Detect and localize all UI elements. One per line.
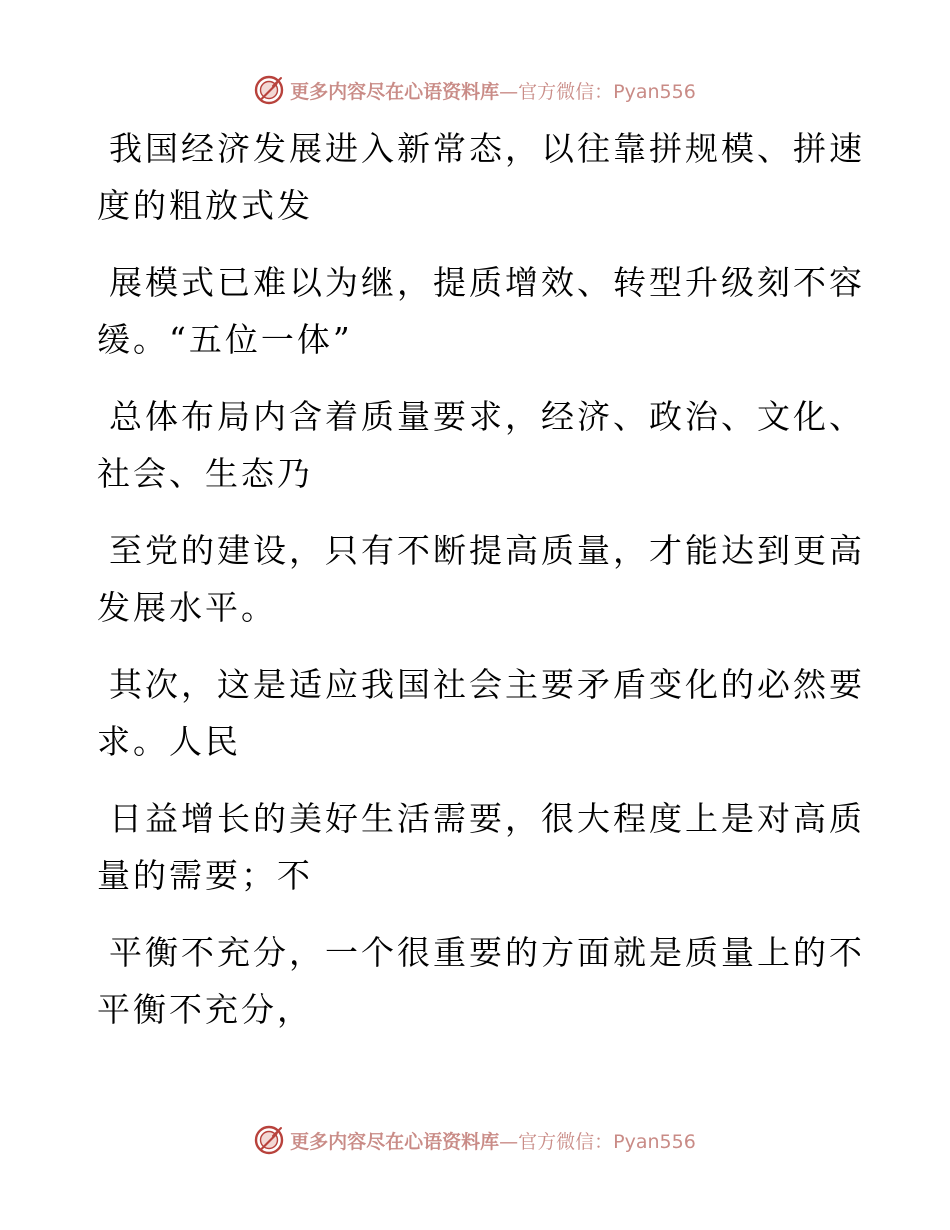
header-banner-inner (254, 75, 696, 105)
quill-logo-icon (254, 1125, 284, 1155)
paragraph-line: 至党的建设，只有不断提高质量，才能达到更高 (109, 531, 865, 570)
footer-banner-dash: — (499, 1130, 519, 1153)
paragraph (97, 254, 865, 368)
paragraph-line: 发展水平。 (97, 588, 277, 627)
paragraph (97, 388, 865, 502)
paragraph (97, 522, 865, 636)
quill-logo-icon (254, 75, 284, 105)
header-banner (0, 72, 950, 108)
paragraph (97, 790, 865, 904)
footer-banner-inner (254, 1125, 696, 1155)
paragraph-line: 日益增长的美好生活需要，很大程度上是对高质 (109, 799, 865, 838)
footer-banner-text (290, 1127, 696, 1154)
paragraph-line: 其次，这是适应我国社会主要矛盾变化的必然要 (109, 665, 865, 704)
document-body (97, 120, 865, 1058)
paragraph-line: 求。人民 (97, 722, 241, 761)
footer-banner-main: 更多内容尽在心语资料库 (290, 1130, 500, 1153)
paragraph-line: 我国经济发展进入新常态，以往靠拼规模、拼速 (109, 129, 865, 168)
paragraph-line: 展模式已难以为继，提质增效、转型升级刻不容 (109, 263, 865, 302)
header-banner-suffix: 官方微信：Pyan556 (518, 80, 696, 103)
paragraph-line: 缓。“五位一体” (97, 320, 353, 359)
paragraph-line: 量的需要；不 (97, 856, 313, 895)
paragraph (97, 120, 865, 234)
footer-banner-suffix: 官方微信：Pyan556 (518, 1130, 696, 1153)
paragraph-line: 平衡不充分，一个很重要的方面就是质量上的不 (109, 933, 865, 972)
header-banner-dash: — (499, 80, 519, 103)
header-banner-main: 更多内容尽在心语资料库 (290, 80, 500, 103)
paragraph (97, 656, 865, 770)
footer-banner (0, 1122, 950, 1158)
paragraph-line: 社会、生态乃 (97, 454, 313, 493)
paragraph-line: 总体布局内含着质量要求，经济、政治、文化、 (109, 397, 865, 436)
header-banner-text (290, 77, 696, 104)
paragraph-line: 平衡不充分， (97, 990, 313, 1029)
paragraph (97, 924, 865, 1038)
paragraph-line: 度的粗放式发 (97, 186, 313, 225)
